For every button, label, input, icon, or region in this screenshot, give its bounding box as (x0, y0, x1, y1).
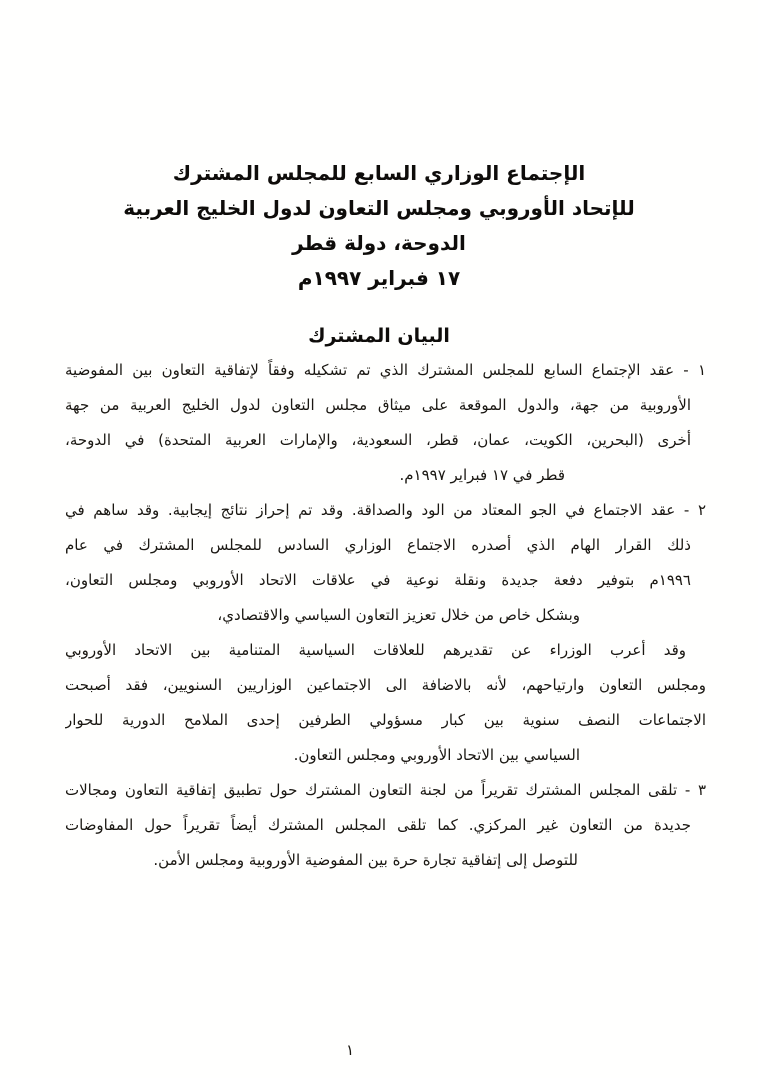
paragraph-3-number: ٣ - (684, 781, 706, 799)
paragraph-3-line-2: جديدة من التعاون غير المركزي. كما تلقى المجلس المشترك أيضاً تقريراً حول المفاوضات (65, 816, 691, 834)
section-heading: البيان المشترك (308, 325, 450, 347)
paragraph-2-number: ٢ - (683, 501, 706, 519)
text-line (65, 353, 706, 388)
paragraph-3-line-3: للتوصل إلى إتفاقية تجارة حرة بين المفوضية الأوروبية ومجلس الأمن. (153, 851, 578, 869)
paragraph-1-line-1: عقد الإجتماع السابع للمجلس المشترك الذي تم تشكيله وفقاً لإتفاقية التعاون بين المفوضية (65, 361, 675, 379)
subparagraph-line-1: وقد أعرب الوزراء عن تقديرهم للعلاقات السياسية المتنامية بين الاتحاد الأوروبي (65, 641, 686, 659)
document-title-block (0, 156, 758, 296)
title-line-1: الإجتماع الوزاري السابع للمجلس المشترك (172, 161, 586, 185)
document-body (65, 353, 706, 878)
paragraph-2-line-2: ذلك القرار الهام الذي أصدره الاجتماع الوزاري السادس للمجلس المشترك في عام (65, 536, 691, 554)
paragraph-3-line-1: تلقى المجلس المشترك تقريراً من لجنة التعاون المشترك حول تطبيق إتفاقية التعاون ومجالات (65, 781, 678, 799)
text-line (65, 773, 706, 808)
paragraph-2 (65, 493, 706, 633)
title-line-2: للإتحاد الأوروبي ومجلس التعاون لدول الخليج العربية (123, 196, 635, 220)
paragraph-1-line-3: أخرى (البحرين، الكويت، عمان، قطر، السعودية، والإمارات العربية المتحدة) في الدوحة، (65, 431, 691, 449)
paragraph-1-number: ١ - (683, 361, 706, 379)
subparagraph-line-4: السياسي بين الاتحاد الأوروبي ومجلس التعاون. (293, 746, 580, 764)
paragraph-2-line-4: وبشكل خاص من خلال تعزيز التعاون السياسي والاقتصادي، (217, 606, 580, 624)
paragraph-2-line-1: عقد الاجتماع في الجو المعتاد من الود والصداقة. وقد تم إحراز نتائج إيجابية. وقد ساهم في (65, 501, 676, 519)
subparagraph (65, 633, 706, 773)
subparagraph-line-3: الاجتماعات النصف سنوية بين كبار مسؤولي الطرفين إحدى الملامح الدورية للحوار (65, 711, 706, 729)
paragraph-1-line-2: الأوروبية من جهة، والدول الموقعة على ميثاق مجلس التعاون لدول الخليج العربية من جهة (65, 396, 691, 414)
page-number: ١ (346, 1041, 355, 1059)
paragraph-3 (65, 773, 706, 878)
paragraph-2-line-3: ١٩٩٦م بتوفير دفعة جديدة ونقلة نوعية في علاقات الاتحاد الأوروبي ومجلس التعاون، (65, 571, 691, 589)
paragraph-1 (65, 353, 706, 493)
subparagraph-line-2: ومجلس التعاون وارتياحهم، لأنه بالاضافة الى الاجتماعين الوزاريين السنويين، فقد أصبحت (65, 676, 706, 694)
text-line (65, 493, 706, 528)
title-line-3: الدوحة، دولة قطر (292, 231, 466, 255)
paragraph-1-line-4: قطر في ١٧ فبراير ١٩٩٧م. (399, 466, 565, 484)
title-line-4: ١٧ فبراير ١٩٩٧م (297, 266, 461, 290)
